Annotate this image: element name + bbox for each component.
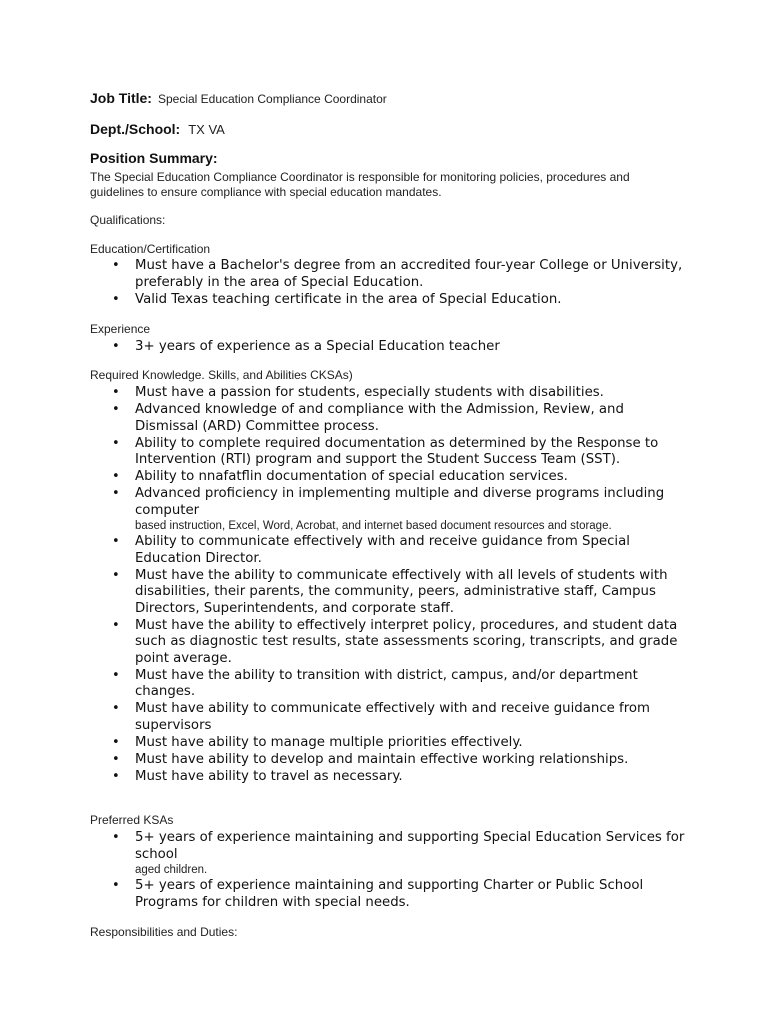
bullet-icon: • bbox=[112, 830, 120, 845]
education-heading: Education/Certification bbox=[90, 242, 211, 256]
experience-heading: Experience bbox=[90, 322, 151, 336]
list-item: • Advanced proficiency in implementing multiple and diverse programs including computer based instruction, Excel, Word, Acrobat, and internet based document resources and storage. bbox=[90, 486, 690, 534]
bullet-icon: • bbox=[112, 751, 120, 767]
list-item: • 5+ years of experience maintaining and supporting Charter or Public School Programs for children with special needs. bbox=[112, 878, 644, 910]
list-item: • Must have ability to develop and maintain effective working relationships. bbox=[112, 751, 629, 767]
dept-label: Dept./School: bbox=[90, 121, 181, 137]
bullet-icon: • bbox=[112, 486, 120, 501]
responsibilities-label: Responsibilities and Duties: bbox=[90, 925, 238, 939]
list-item: • Must have the ability to effectively interpret policy, procedures, and student data such as diagnostic test results, state assessments scoring, transcripts, and grade point average. bbox=[112, 617, 678, 666]
bullet-icon: • bbox=[112, 385, 120, 400]
bullet-icon: • bbox=[112, 617, 120, 633]
list-item: • Must have a Bachelor's degree from an accredited four-year College or University, preferably in the area of Special Education. bbox=[112, 258, 683, 290]
list-item: • Must have the ability to communicate effectively with all levels of students with disabilities, their parents, the community, peers, administrative staff, Campus Directors, Superintendents, and corporate staff. bbox=[112, 567, 668, 616]
bullet-icon: • bbox=[112, 567, 120, 583]
list-item-note: aged children. bbox=[135, 864, 208, 876]
list-item: • Must have ability to travel as necessary. bbox=[112, 768, 403, 784]
job-title-label: Job Title: bbox=[90, 90, 152, 106]
list-item: • Must have ability to manage multiple priorities effectively. bbox=[112, 734, 523, 750]
job-title-value: Special Education Compliance Coordinator bbox=[157, 92, 387, 106]
list-item: • Valid Texas teaching certificate in the area of Special Education. bbox=[112, 291, 562, 307]
position-summary-text: The Special Education Compliance Coordinator is responsible for monitoring policies, procedures and guidelines to ensure compliance with special education mandates. bbox=[90, 170, 630, 199]
list-item: • Advanced knowledge of and compliance with the Admission, Review, and Dismissal (ARD) Committee process. bbox=[112, 402, 624, 434]
qualifications-label: Qualifications: bbox=[90, 213, 166, 227]
position-summary-label: Position Summary: bbox=[90, 150, 218, 166]
list-item-note: based instruction, Excel, Word, Acrobat, and internet based document resources and storage. bbox=[135, 520, 612, 532]
bullet-icon: • bbox=[112, 435, 120, 451]
bullet-icon: • bbox=[112, 291, 120, 307]
list-item: • 5+ years of experience maintaining and supporting Special Education Services for school aged children. bbox=[90, 830, 690, 878]
job-title-line bbox=[90, 90, 387, 108]
list-item: • Must have ability to communicate effectively with and receive guidance from supervisors bbox=[112, 701, 650, 733]
bullet-icon: • bbox=[112, 667, 120, 683]
list-item: • Ability to complete required documentation as determined by the Response to Intervention (RTI) program and support the Student Success Team (SST). bbox=[112, 435, 659, 467]
list-item: • Ability to nnafatflin documentation of special education services. bbox=[112, 469, 568, 484]
preferred-heading: Preferred KSAs bbox=[90, 813, 174, 827]
bullet-icon: • bbox=[112, 734, 120, 750]
bullet-icon: • bbox=[112, 339, 120, 354]
list-item: • 3+ years of experience as a Special Education teacher bbox=[112, 339, 500, 354]
bullet-icon: • bbox=[112, 768, 120, 784]
ksas-list bbox=[90, 385, 690, 786]
bullet-icon: • bbox=[112, 878, 120, 893]
bullet-icon: • bbox=[112, 402, 120, 417]
list-item: • Must have the ability to transition with district, campus, and/or department changes. bbox=[112, 667, 638, 699]
dept-line bbox=[90, 121, 225, 139]
experience-list bbox=[90, 339, 690, 356]
bullet-icon: • bbox=[112, 258, 120, 273]
bullet-icon: • bbox=[112, 469, 120, 484]
preferred-list bbox=[90, 830, 690, 912]
list-item: • Must have a passion for students, especially students with disabilities. bbox=[112, 385, 604, 400]
bullet-icon: • bbox=[112, 534, 120, 549]
education-list bbox=[90, 258, 690, 309]
list-item: • Ability to communicate effectively with and receive guidance from Special Education Director. bbox=[112, 534, 630, 566]
dept-value: TX VA bbox=[188, 122, 225, 137]
ksas-heading: Required Knowledge. Skills, and Abilities CKSAs) bbox=[90, 368, 353, 382]
bullet-icon: • bbox=[112, 701, 120, 716]
